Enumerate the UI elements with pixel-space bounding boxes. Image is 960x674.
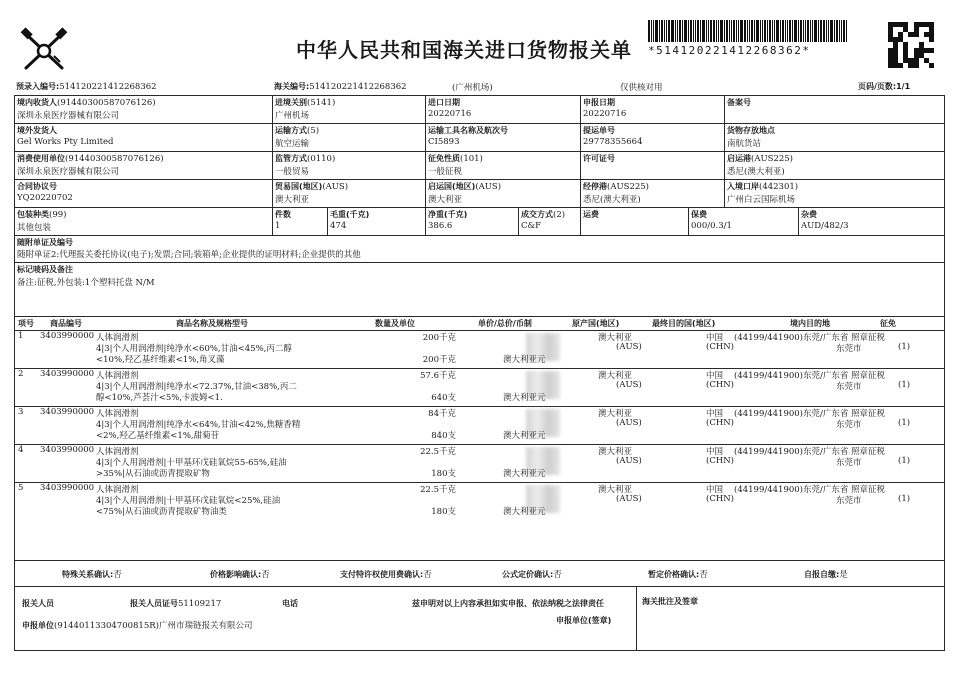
field-r3-2-label: 征免性质(101) (428, 154, 483, 164)
field-r5-7-value: AUD/482/3 (801, 221, 849, 231)
barcode-icon (648, 20, 848, 42)
goods-item-currency: 澳大利亚元 (503, 355, 546, 365)
confirmation-1: 价格影响确认:否 (210, 570, 270, 580)
rule-line (272, 207, 273, 235)
field-r4-4-label: 入境口岸(442301) (727, 182, 799, 192)
field-r4-1-label: 贸易国(地区)(AUS) (275, 182, 349, 192)
confirmation-3: 公式定价确认:否 (502, 570, 562, 580)
goods-item-origin-code: (AUS) (616, 456, 642, 466)
rule-line (14, 650, 944, 651)
goods-item-origin-code: (AUS) (616, 342, 642, 352)
goods-item-origin-code: (AUS) (616, 418, 642, 428)
rule-line (272, 95, 273, 123)
goods-item-origin-code: (AUS) (616, 494, 642, 504)
goods-item-code: 3403990000 (40, 407, 95, 417)
goods-item-code: 3403990000 (40, 445, 95, 455)
goods-item-domestic-city: 东莞市 (836, 382, 862, 392)
unit-seal-label: 申报单位(签章) (556, 616, 612, 625)
goods-item-code: 3403990000 (40, 331, 95, 341)
field-r2-1-value: 航空运输 (275, 139, 310, 149)
customs-number: 海关编号:514120221412268362 (274, 82, 407, 92)
goods-item-spec: 4|3|个人用润滑剂|十甲基环戊硅氧烷55-65%,硅油 (96, 458, 287, 468)
rule-line (425, 95, 426, 123)
rule-line (636, 586, 637, 650)
goods-item-domestic-destination: (44199/441900)东莞/广东省 照章征税 (734, 485, 886, 495)
goods-item-name: 人体润滑剂 (96, 409, 139, 419)
field-r4-0-value: YQ20220702 (17, 193, 73, 203)
field-r3-2-value: 一般征税 (428, 167, 463, 177)
goods-item-quantity: 200千克 (422, 333, 456, 343)
rule-line (14, 235, 944, 236)
goods-item-currency: 澳大利亚元 (503, 507, 546, 517)
goods-item-destination-code: (CHN) (706, 342, 734, 352)
goods-item-currency: 澳大利亚元 (503, 469, 546, 479)
goods-item-no: 2 (18, 369, 24, 379)
rule-line (724, 95, 725, 123)
goods-item-destination: 中国 (706, 447, 724, 457)
goods-item-domestic-city: 东莞市 (836, 420, 862, 430)
field-r4-3-label: 经停港(AUS225) (583, 182, 649, 192)
goods-item-no: 1 (18, 331, 24, 341)
goods-item-origin: 澳大利亚 (598, 485, 633, 495)
page-title: 中华人民共和国海关进口货物报关单 (296, 38, 632, 62)
goods-item-name: 人体润滑剂 (96, 485, 139, 495)
field-r2-3-value: 29778355664 (583, 137, 643, 147)
rule-line (580, 207, 581, 235)
goods-header-5: 原产国(地区) (572, 319, 620, 328)
barcode-text: *514120221412268362* (648, 44, 811, 57)
confirmation-5: 自报自缴:是 (804, 570, 848, 580)
confirmation-2: 支付特许权使用费确认:否 (340, 570, 432, 580)
confirmation-4: 暂定价格确认:否 (648, 570, 708, 580)
rule-line (425, 179, 426, 207)
goods-item-spec: 4|3|个人用润滑剂|纯净水<60%,甘油<45%,丙二醇 (96, 344, 292, 354)
goods-item-code: 3403990000 (40, 483, 95, 493)
goods-item-quantity: 200千克 (422, 355, 456, 365)
field-r3-0-label: 消费使用单位(91440300587076126) (17, 154, 164, 164)
rule-line (724, 123, 725, 151)
field-r4-0-label: 合同协议号 (17, 182, 57, 191)
rule-line (580, 95, 581, 123)
goods-item-quantity: 180支 (431, 469, 456, 479)
field-r2-2-value: CI5893 (428, 137, 460, 147)
field-r1-3-label: 申报日期 (583, 98, 615, 107)
goods-item-quantity: 57.6千克 (420, 371, 456, 381)
field-r5-7-label: 杂费 (801, 210, 817, 219)
field-r2-0-value: Gel Works Pty Limited (17, 137, 114, 147)
statement-text: 兹申明对以上内容承担如实申报、依法纳税之法律责任 (412, 599, 604, 608)
goods-item-name: 人体润滑剂 (96, 371, 139, 381)
goods-item-spec: 4|3|个人用润滑剂|纯净水<64%,甘油<42%,焦糖香精 (96, 420, 301, 430)
goods-item-currency: 澳大利亚元 (503, 393, 546, 403)
field-r5-3-label: 净重(千克) (428, 210, 468, 219)
field-r2-0-label: 境外发货人 (17, 126, 57, 135)
goods-header-4: 单价/总价/币制 (478, 319, 532, 328)
rule-line (272, 151, 273, 179)
customs-emblem-icon (18, 26, 70, 74)
field-r5-2-value: 474 (330, 221, 347, 231)
marks-label: 标记唛码及备注 (17, 265, 73, 274)
field-r1-0-value: 深圳永泉医疗器械有限公司 (17, 111, 120, 121)
field-r2-2-label: 运输工具名称及航次号 (428, 126, 508, 135)
goods-item-origin: 澳大利亚 (598, 447, 633, 457)
goods-item-levy-code: (1) (898, 418, 911, 428)
field-r3-4-value: 悉尼(澳大利亚) (727, 167, 785, 177)
goods-item-quantity: 22.5千克 (420, 485, 456, 495)
field-r4-4-value: 广州白云国际机场 (727, 195, 796, 205)
field-r5-1-label: 件数 (275, 210, 291, 219)
field-r1-1-value: 广州机场 (275, 111, 310, 121)
field-r5-6-value: 000/0.3/1 (691, 221, 732, 231)
pre-entry-number: 预录入编号:514120221412268362 (16, 82, 157, 92)
rule-line (14, 123, 944, 124)
declarant-label: 报关人员 (22, 599, 54, 608)
goods-item-domestic-destination: (44199/441900)东莞/广东省 照章征税 (734, 333, 886, 343)
rule-line (518, 207, 519, 235)
goods-item-destination: 中国 (706, 371, 724, 381)
goods-item-spec: 醇<10%,芦荟汁<5%,卡波姆<1. (96, 393, 223, 403)
rule-line (580, 151, 581, 179)
field-r2-4-value: 南航货站 (727, 139, 762, 149)
goods-header-1: 商品编号 (50, 319, 82, 328)
goods-item-origin: 澳大利亚 (598, 409, 633, 419)
goods-item-origin: 澳大利亚 (598, 371, 633, 381)
rule-line (580, 179, 581, 207)
rule-line (724, 151, 725, 179)
goods-header-0: 项号 (18, 319, 34, 328)
rule-line (425, 151, 426, 179)
goods-item-destination-code: (CHN) (706, 380, 734, 390)
goods-item-domestic-city: 东莞市 (836, 458, 862, 468)
field-r4-2-value: 澳大利亚 (428, 195, 463, 205)
goods-item-destination: 中国 (706, 485, 724, 495)
field-r1-0-label: 境内收货人(91440300587076126) (17, 98, 156, 108)
field-r2-1-label: 运输方式(5) (275, 126, 320, 136)
field-r5-4-value: C&F (521, 221, 541, 231)
declaring-unit: 申报单位(91440113304700815R)广州市瑞链报关有限公司 (22, 621, 253, 631)
rule-line (14, 316, 944, 317)
goods-item-spec: <10%,羟乙基纤维素<1%,角叉藻 (96, 355, 225, 365)
field-r1-2-value: 20220716 (428, 109, 472, 119)
field-r4-2-label: 启运国(地区)(AUS) (428, 182, 502, 192)
goods-header-3: 数量及单位 (375, 319, 415, 328)
goods-item-name: 人体润滑剂 (96, 333, 139, 343)
goods-item-origin: 澳大利亚 (598, 333, 633, 343)
goods-item-quantity: 180支 (431, 507, 456, 517)
goods-item-levy-code: (1) (898, 380, 911, 390)
qr-code-icon (888, 22, 934, 68)
field-r5-5-label: 运费 (583, 210, 599, 219)
goods-item-destination: 中国 (706, 409, 724, 419)
rule-line (798, 207, 799, 235)
goods-item-quantity: 640支 (431, 393, 456, 403)
field-r1-1-label: 进境关别(5141) (275, 98, 336, 108)
goods-item-no: 5 (18, 483, 24, 493)
field-r2-3-label: 提运单号 (583, 126, 615, 135)
declarant-cert: 报关人员证号51109217 (130, 599, 222, 609)
goods-item-origin-code: (AUS) (616, 380, 642, 390)
goods-item-levy-code: (1) (898, 456, 911, 466)
rule-line (688, 207, 689, 235)
rule-line (425, 123, 426, 151)
goods-item-spec: <2%,羟乙基纤维素<1%,甜菊苷 (96, 431, 220, 441)
documents-value: 随附单证2:代理报关委托协议(电子);发票;合同;装箱单;企业提供的证明材料;企业提供的其他 (17, 250, 361, 260)
field-r5-2-label: 毛重(千克) (330, 210, 370, 219)
rule-line (14, 179, 944, 180)
field-r3-1-value: 一般贸易 (275, 167, 310, 177)
for-check-note: 仅供核对用 (620, 83, 663, 93)
field-r3-4-label: 启运港(AUS225) (727, 154, 793, 164)
goods-item-code: 3403990000 (40, 369, 95, 379)
page-count: 页码/页数:1/1 (858, 82, 911, 91)
field-r3-0-value: 深圳永泉医疗器械有限公司 (17, 167, 120, 177)
goods-item-spec: 4|3|个人用润滑剂|十甲基环戊硅氧烷<25%,硅油 (96, 496, 281, 506)
field-r5-0-value: 其他包装 (17, 223, 52, 233)
goods-item-domestic-destination: (44199/441900)东莞/广东省 照章征税 (734, 447, 886, 457)
goods-item-destination-code: (CHN) (706, 456, 734, 466)
goods-item-domestic-destination: (44199/441900)东莞/广东省 照章征税 (734, 371, 886, 381)
goods-item-no: 3 (18, 407, 24, 417)
field-r1-2-label: 进口日期 (428, 98, 460, 107)
goods-header-8: 征免 (880, 319, 896, 328)
rule-line (272, 123, 273, 151)
goods-item-levy-code: (1) (898, 494, 911, 504)
customs-note-label: 海关批注及签章 (642, 597, 698, 606)
rule-line (14, 95, 944, 96)
field-r5-4-label: 成交方式(2) (521, 210, 566, 220)
rule-line (327, 207, 328, 235)
rule-line (14, 560, 944, 561)
field-r5-6-label: 保费 (691, 210, 707, 219)
rule-line (425, 207, 426, 235)
field-r1-3-value: 20220716 (583, 109, 627, 119)
goods-item-destination: 中国 (706, 333, 724, 343)
field-r5-0-label: 包装种类(99) (17, 210, 67, 220)
goods-item-currency: 澳大利亚元 (503, 431, 546, 441)
goods-item-name: 人体润滑剂 (96, 447, 139, 457)
goods-header-2: 商品名称及规格型号 (176, 319, 248, 328)
confirmation-0: 特殊关系确认:否 (62, 570, 122, 580)
goods-item-domestic-destination: (44199/441900)东莞/广东省 照章征税 (734, 409, 886, 419)
field-r5-1-value: 1 (275, 221, 281, 231)
rule-line (272, 179, 273, 207)
goods-item-quantity: 22.5千克 (420, 447, 456, 457)
goods-item-spec: <75%|从石油或沥青提取矿物油类 (96, 507, 227, 517)
rule-line (14, 151, 944, 152)
documents-label: 随附单证及编号 (17, 238, 73, 247)
goods-item-levy-code: (1) (898, 342, 911, 352)
goods-item-spec: >35%|从石油或沥青提取矿物 (96, 469, 210, 479)
field-r3-1-label: 监管方式(0110) (275, 154, 336, 164)
goods-header-7: 境内目的地 (790, 319, 830, 328)
rule-line (14, 207, 944, 208)
goods-item-domestic-city: 东莞市 (836, 344, 862, 354)
field-r4-1-value: 澳大利亚 (275, 195, 310, 205)
rule-line (14, 262, 944, 263)
customs-office: (广州机场) (452, 83, 493, 93)
field-r2-4-label: 货物存放地点 (727, 126, 775, 135)
goods-header-6: 最终目的国(地区) (652, 319, 716, 328)
goods-item-quantity: 840支 (431, 431, 456, 441)
field-r5-3-value: 386.6 (428, 221, 453, 231)
goods-item-destination-code: (CHN) (706, 418, 734, 428)
rule-line (724, 179, 725, 207)
rule-line (14, 586, 944, 587)
goods-item-domestic-city: 东莞市 (836, 496, 862, 506)
marks-value: 备注:征税,外包装:1个塑料托盘 N/M (17, 278, 155, 288)
goods-item-no: 4 (18, 445, 24, 455)
goods-item-destination-code: (CHN) (706, 494, 734, 504)
rule-line (944, 95, 945, 651)
goods-item-spec: 4|3|个人用润滑剂|纯净水<72.37%,甘油<38%,丙二 (96, 382, 297, 392)
rule-line (580, 123, 581, 151)
phone-label: 电话 (282, 599, 298, 608)
field-r1-4-label: 备案号 (727, 98, 751, 107)
field-r4-3-value: 悉尼(澳大利亚) (583, 195, 641, 205)
goods-item-quantity: 84千克 (428, 409, 456, 419)
field-r3-3-label: 许可证号 (583, 154, 615, 163)
